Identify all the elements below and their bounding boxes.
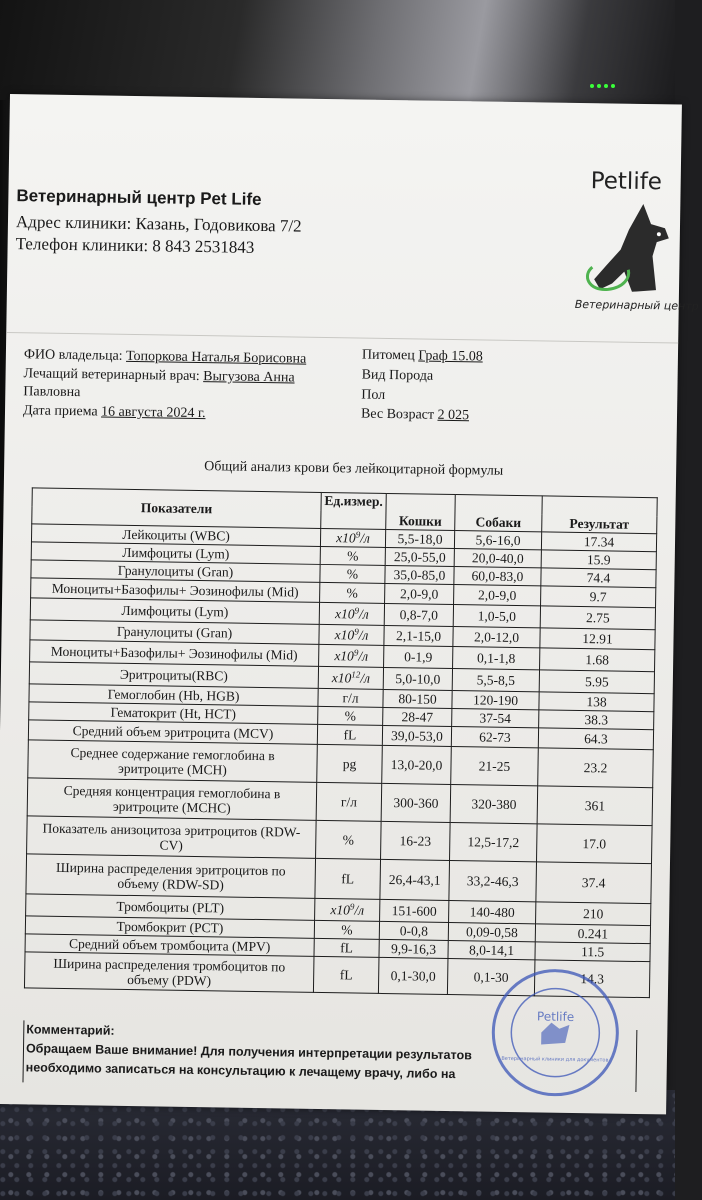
dogs-ref-cell: 60,0-83,0 <box>454 567 541 586</box>
param-name: Ширина распределения тромбоцитов по <box>53 955 286 974</box>
dogs-ref-cell: 12,5-17,2 <box>450 823 538 862</box>
header-ref-blank-dogs <box>455 495 542 514</box>
result-cell: 9.7 <box>541 586 656 608</box>
param-cell <box>28 740 318 783</box>
species-label: Вид <box>361 367 386 383</box>
result-cell: 361 <box>537 786 653 826</box>
lab-report-sheet <box>0 94 699 1114</box>
unit-cell <box>318 666 383 689</box>
param-name: Ширина распределения эритроцитов по <box>55 859 286 878</box>
species-breed-row <box>361 368 433 385</box>
unit-tail: /л <box>360 530 370 546</box>
header-dogs: Собаки <box>455 513 542 532</box>
cats-ref-cell: 28-47 <box>383 707 452 726</box>
device-indicator-lights <box>590 75 630 85</box>
param-name: Лимфоциты (Lym) <box>121 602 229 620</box>
dogs-ref-cell: 37-54 <box>452 709 539 728</box>
unit-exponent: 9 <box>354 626 359 637</box>
cats-ref-cell: 5,5-18,0 <box>385 529 454 548</box>
dogs-ref-cell: 120-190 <box>452 691 539 710</box>
cats-ref-cell: 0,1-30,0 <box>378 957 448 994</box>
param-name-continued: объему (PDW) <box>127 971 212 988</box>
cats-ref-cell: 2,0-9,0 <box>385 583 454 604</box>
unit-cell: pg <box>317 744 383 783</box>
visit-date-value: 16 августа 2024 г. <box>100 404 206 422</box>
pet-name: Граф 15.08 <box>418 348 483 365</box>
weight-age-row <box>361 407 469 425</box>
unit-cell: г/л <box>316 782 382 821</box>
unit-base: x10 <box>334 627 355 643</box>
result-cell: 14.3 <box>534 960 650 998</box>
logo-caption: Ветеринарный центр <box>574 297 699 313</box>
visit-date-label: Дата приема <box>22 403 98 420</box>
dogs-ref-cell: 1,0-5,0 <box>453 605 540 628</box>
cats-ref-cell: 151-600 <box>380 899 449 922</box>
result-cell: 138 <box>539 692 654 712</box>
dogs-ref-cell: 5,5-8,5 <box>452 669 539 692</box>
unit-cell: г/л <box>318 688 383 707</box>
result-cell: 23.2 <box>538 748 654 788</box>
result-cell: 11.5 <box>535 942 650 962</box>
clinic-stamp <box>484 962 626 1104</box>
unit-base: x10 <box>331 670 352 686</box>
unit-cell: fL <box>314 938 379 957</box>
doctor-row <box>23 366 294 386</box>
doctor-name-continued: Павловна <box>23 384 81 401</box>
result-cell: 1.68 <box>540 648 655 672</box>
header-cats: Кошки <box>386 511 455 530</box>
dogs-ref-cell: 62-73 <box>451 727 538 748</box>
cats-ref-cell: 300-360 <box>381 783 451 822</box>
param-name: Моноциты+Базофилы+ Эозинофилы (Mid) <box>50 643 298 663</box>
unit-cell: % <box>320 546 385 565</box>
unit-tail: /л <box>360 670 371 686</box>
clinic-name: Ветеринарный центр Pet Life <box>16 186 262 209</box>
doctor-label: Лечащий ветеринарный врач: <box>23 366 200 385</box>
header-result: Результат <box>542 514 657 534</box>
dogs-ref-cell: 320-380 <box>450 785 538 824</box>
unit-tail: /л <box>358 627 369 643</box>
unit-cell: % <box>320 582 385 603</box>
param-name: Эритроциты(RBC) <box>119 666 228 684</box>
cats-ref-cell: 13,0-20,0 <box>382 745 452 784</box>
unit-cell <box>320 528 385 547</box>
cats-ref-cell: 26,4-43,1 <box>380 859 450 900</box>
stamp-text: Ветеринарный клиники для документов <box>501 1055 609 1064</box>
cats-ref-cell: 2,1-15,0 <box>384 625 453 646</box>
param-cell <box>27 816 317 859</box>
visit-date-row <box>23 403 206 422</box>
dogs-ref-cell: 0,1-1,8 <box>453 647 540 670</box>
petlife-logo <box>567 158 699 320</box>
unit-cell <box>315 898 380 921</box>
dogs-ref-cell: 0,1-30 <box>447 958 535 995</box>
unit-cell: % <box>316 820 382 859</box>
owner-name: Топоркова Наталья Борисовна <box>125 348 307 367</box>
logo-wordmark: Petlife <box>590 168 663 196</box>
unit-base: x10 <box>334 648 355 664</box>
sex-label: Пол <box>361 387 386 403</box>
unit-base: x10 <box>336 530 356 546</box>
param-name: Средний объем тромбоцита (MPV) <box>68 936 271 955</box>
result-cell: 0.241 <box>535 924 650 944</box>
header-unit: Ед.измер. <box>321 492 387 529</box>
dogs-ref-cell: 21-25 <box>451 747 539 786</box>
param-name: Моноциты+Базофилы+ Эозинофилы (Mid) <box>51 580 299 600</box>
dogs-ref-cell: 5,6-16,0 <box>454 531 541 550</box>
header-ref-blank-cats <box>386 493 455 512</box>
owner-label: ФИО владельца: <box>23 347 123 364</box>
cats-ref-cell: 16-23 <box>381 821 451 860</box>
unit-tail: /л <box>358 606 369 622</box>
param-cell <box>26 854 316 899</box>
result-cell: 64.3 <box>538 728 653 750</box>
dogs-ref-cell: 8,0-14,1 <box>448 940 535 959</box>
comments-line-1: Обращаем Ваше внимание! Для получения интерпретации результатов <box>25 1041 472 1063</box>
unit-cell: fL <box>313 956 379 993</box>
age-value: 2 025 <box>437 407 470 424</box>
cats-ref-cell: 35,0-85,0 <box>385 565 454 584</box>
dogs-ref-cell: 20,0-40,0 <box>454 549 541 568</box>
cats-ref-cell: 0-1,9 <box>384 645 453 668</box>
comments-line-2: необходимо записаться на консультацию к лечащему врачу, либо на <box>25 1060 456 1082</box>
result-cell: 38.3 <box>539 710 654 730</box>
unit-cell <box>319 602 384 625</box>
clinic-phone: Телефон клиники: 8 843 2531843 <box>15 234 255 257</box>
comments-label: Комментарий: <box>26 1022 115 1038</box>
param-name: Лимфоциты (Lym) <box>122 544 230 562</box>
photo-background-top <box>0 0 675 110</box>
result-cell: 15.9 <box>541 550 656 570</box>
table-title: Общий анализ крови без лейкоцитарной формулы <box>204 459 504 479</box>
unit-cell: fL <box>315 858 381 899</box>
doctor-name: Выгузова Анна <box>203 369 295 386</box>
unit-cell <box>319 644 384 667</box>
param-name-continued: CV) <box>159 836 183 853</box>
header-divider <box>6 332 678 344</box>
result-cell: 2.75 <box>540 606 655 630</box>
cats-ref-cell: 0-0,8 <box>379 921 448 940</box>
cats-ref-cell: 9,9-16,3 <box>379 939 448 958</box>
param-name: Гемоглобин (Hb, HGB) <box>107 686 240 704</box>
unit-exponent: 9 <box>354 605 360 616</box>
unit-exponent: 9 <box>355 529 361 540</box>
pet-row <box>362 348 483 366</box>
breed-label: Порода <box>388 367 434 384</box>
result-cell: 210 <box>536 902 651 926</box>
param-name: Средняя концентрация гемоглобина в <box>63 782 281 801</box>
param-name-continued: эритроците (MCH) <box>117 760 227 777</box>
result-cell: 17.34 <box>541 532 656 552</box>
unit-cell: fL <box>317 724 382 745</box>
result-cell: 12.91 <box>540 628 655 650</box>
cats-ref-cell: 25,0-55,0 <box>385 547 454 566</box>
unit-tail: /л <box>358 648 369 664</box>
cats-ref-cell: 80-150 <box>383 689 452 708</box>
param-cell <box>24 952 314 993</box>
result-cell: 37.4 <box>536 862 652 904</box>
age-label: Возраст <box>386 406 435 423</box>
param-name: Лейкоциты (WBC) <box>122 526 230 544</box>
cats-ref-cell: 39,0-53,0 <box>382 725 451 746</box>
cats-ref-cell: 0,8-7,0 <box>384 603 453 626</box>
param-name: Тромбоциты (PLT) <box>116 898 225 916</box>
dogs-ref-cell: 2,0-9,0 <box>454 585 541 606</box>
unit-tail: /л <box>354 902 365 918</box>
unit-cell: % <box>320 564 385 583</box>
param-name-continued: эритроците (MCHC) <box>112 798 231 816</box>
table-body <box>24 524 656 998</box>
unit-exponent: 9 <box>349 901 355 912</box>
param-name: Тромбокрит (PCT) <box>116 918 224 936</box>
unit-base: x10 <box>330 902 351 918</box>
unit-base: x10 <box>334 606 355 622</box>
dogs-ref-cell: 0,09-0,58 <box>448 922 535 941</box>
cats-ref-cell: 5,0-10,0 <box>383 667 452 690</box>
param-name-continued: объему (RDW-SD) <box>117 875 224 892</box>
pet-label: Питомец <box>361 347 415 364</box>
unit-cell: % <box>314 920 379 939</box>
param-name: Показатель анизоцитоза эритроцитов (RDW- <box>42 820 301 840</box>
stamp-brand: Petlife <box>536 1009 575 1024</box>
param-name: Средний объем эритроцита (MCV) <box>72 723 274 742</box>
unit-exponent: 12 <box>351 669 361 680</box>
blood-test-table <box>24 487 658 998</box>
weight-label: Вес <box>360 406 384 422</box>
param-name: Гематокрит (Ht, HCT) <box>110 704 237 722</box>
param-cell <box>27 778 317 821</box>
unit-exponent: 9 <box>353 647 359 658</box>
dogs-ref-cell: 140-480 <box>449 900 536 923</box>
clinic-address: Адрес клиники: Казань, Годовикова 7/2 <box>15 212 302 236</box>
header-result-blank <box>542 496 657 516</box>
dogs-ref-cell: 2,0-12,0 <box>453 627 540 648</box>
result-cell: 74.4 <box>541 568 656 588</box>
result-cell: 5.95 <box>539 670 654 694</box>
param-name: Среднее содержание гемоглобина в <box>70 744 275 763</box>
owner-row <box>24 347 307 367</box>
header-param: Показатели <box>32 488 322 529</box>
dog-silhouette-icon <box>572 193 684 305</box>
param-name: Гранулоциты (Gran) <box>117 562 234 580</box>
dogs-ref-cell: 33,2-46,3 <box>449 860 537 901</box>
unit-cell: % <box>318 706 383 725</box>
param-name: Гранулоциты (Gran) <box>116 623 233 641</box>
result-cell: 17.0 <box>537 824 653 864</box>
unit-cell <box>319 624 384 645</box>
